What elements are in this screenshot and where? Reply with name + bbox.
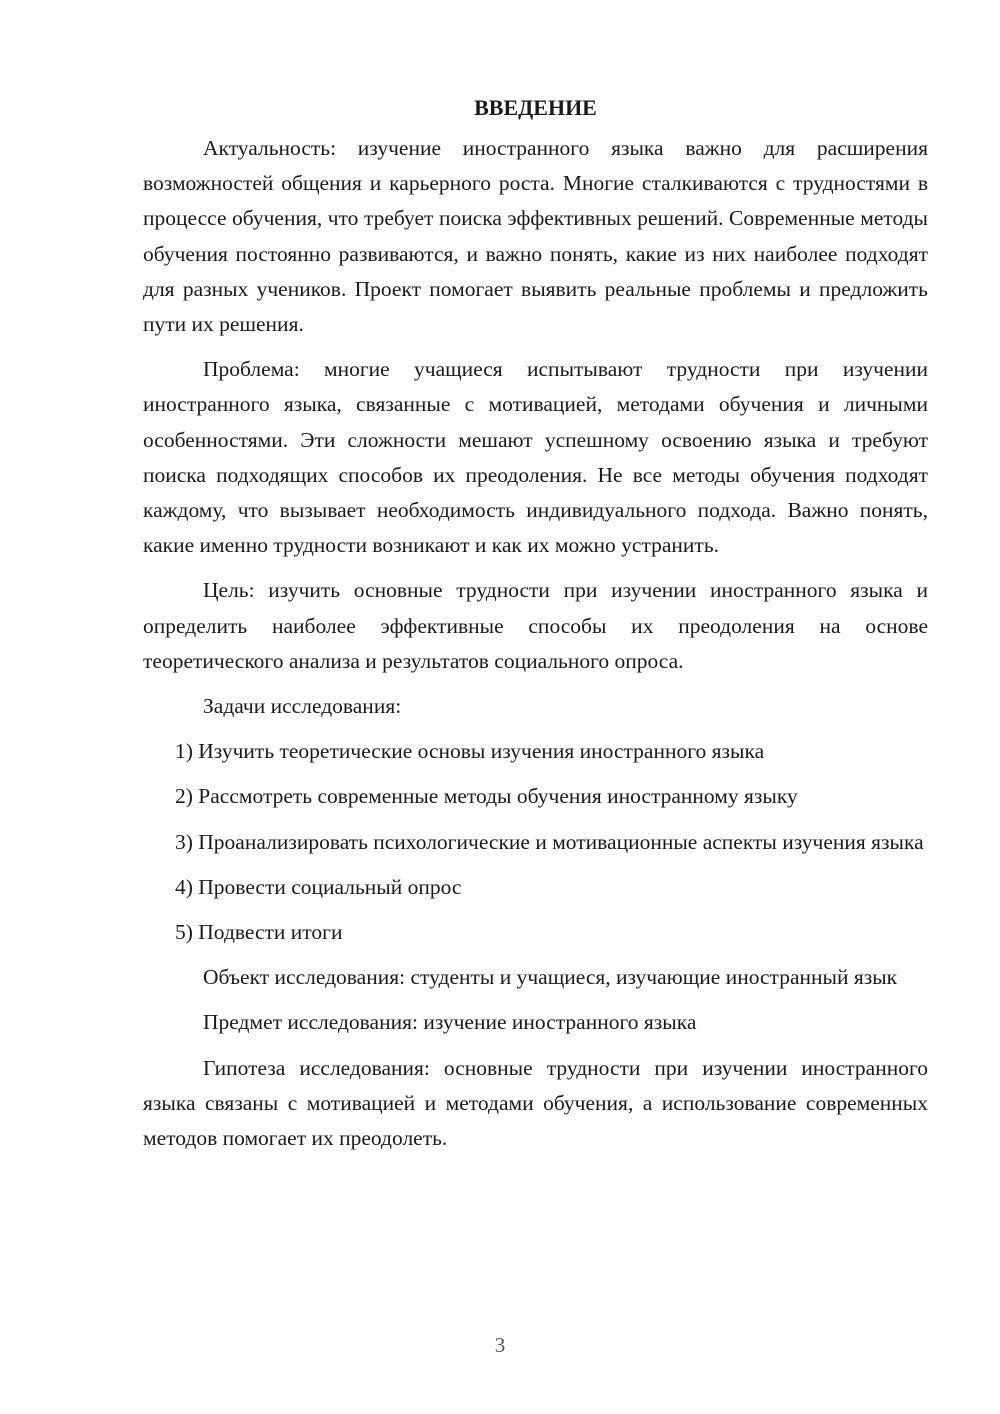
section-heading: ВВЕДЕНИЕ xyxy=(474,95,597,120)
task-item-4: 4) Провести социальный опрос xyxy=(175,874,462,899)
page-number: 3 xyxy=(494,1333,506,1357)
task-item-1: 1) Изучить теоретические основы изучения иностранного языка xyxy=(175,739,765,764)
task-item-5: 5) Подвести итоги xyxy=(175,920,343,945)
relevance-paragraph: Актуальность: изучение иностранного языка важно для расширения возможностей общения и карьерного роста. Многие сталкиваются с трудностями в процессе обучения, что требует поиска эффективных решений. Современные методы обучения постоянно развиваются, и важно понять, какие из них наиболее подходят для разных учеников. Проект помогает выявить реальные проблемы и предложить пути их решения. xyxy=(143,136,928,337)
tasks-title: Задачи исследования: xyxy=(203,694,402,719)
goal-paragraph: Цель: изучить основные трудности при изучении иностранного языка и определить наиболее эффективные способы их преодоления на основе теоретического анализа и результатов социального опроса. xyxy=(143,578,928,673)
task-list xyxy=(143,734,928,950)
task-item-2: 2) Рассмотреть современные методы обучения иностранному языку xyxy=(175,784,798,809)
document-page xyxy=(143,90,928,1166)
task-item-3: 3) Проанализировать психологические и мотивационные аспекты изучения языка xyxy=(175,829,924,854)
hypothesis-paragraph: Гипотеза исследования: основные трудности при изучении иностранного языка связаны с мотивацией и методами обучения, а использование современных методов помогает их преодолеть. xyxy=(143,1055,928,1151)
subject-paragraph: Предмет исследования: изучение иностранного языка xyxy=(203,1010,697,1035)
object-paragraph: Объект исследования: студенты и учащиеся, изучающие иностранный язык xyxy=(203,965,898,990)
problem-paragraph: Проблема: многие учащиеся испытывают трудности при изучении иностранного языка, связанные с мотивацией, методами обучения и личными особенностями. Эти сложности мешают успешному освоению языка и требуют поиска подходящих способов их преодоления. Не все методы обучения подходят каждому, что вызывает необходимость индивидуального подхода. Важно понять, какие именно трудности возникают и как их можно устранить. xyxy=(143,357,928,558)
